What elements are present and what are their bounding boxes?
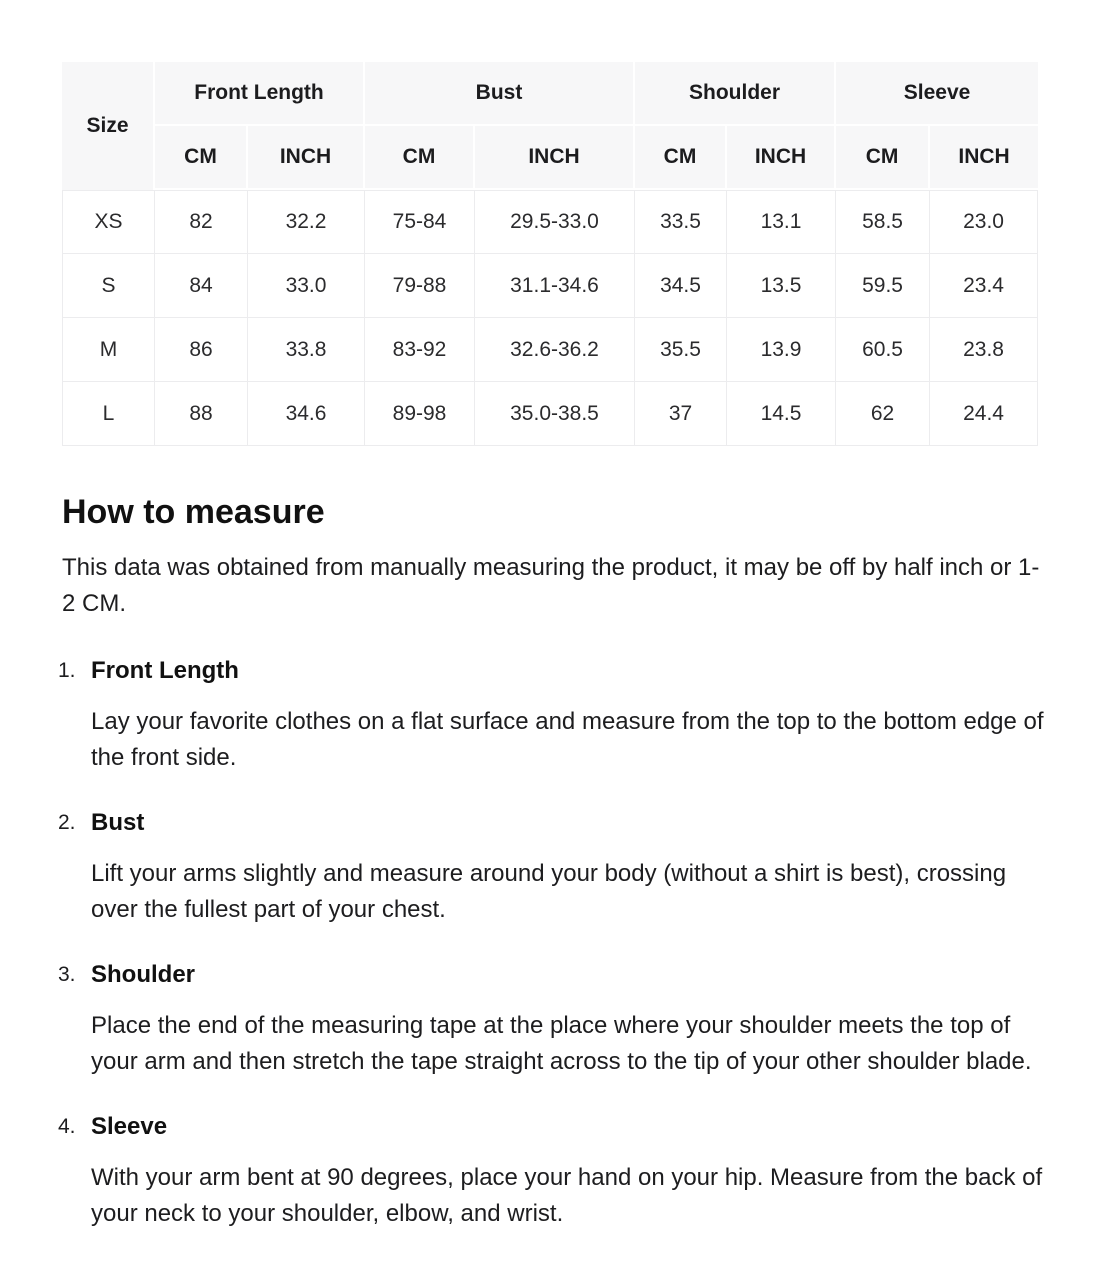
table-row-m [62, 318, 1038, 382]
size-column-header: Size [62, 62, 155, 190]
table-cell: 24.4 [930, 382, 1038, 446]
table-cell: 34.5 [635, 254, 727, 318]
size-cell: XS [62, 190, 155, 254]
table-cell: 88 [155, 382, 248, 446]
step-description: With your arm bent at 90 degrees, place your hand on your hip. Measure from the back of your neck to your shoulder, elbow, and wrist. [91, 1164, 1043, 1227]
table-cell: 34.6 [248, 382, 365, 446]
table-cell: 83-92 [365, 318, 475, 382]
unit-header-bust-cm: CM [365, 126, 475, 190]
unit-header-shoulder-cm: CM [635, 126, 727, 190]
measure-steps-list [58, 654, 1048, 1232]
table-cell: 62 [836, 382, 930, 446]
step-title: Sleeve [91, 1113, 168, 1140]
table-cell: 13.1 [727, 190, 836, 254]
step-description: Lay your favorite clothes on a flat surface and measure from the top to the bottom edge of the front side. [91, 708, 1044, 771]
size-cell: S [62, 254, 155, 318]
step-sleeve [58, 1110, 1048, 1232]
step-number: 1. [58, 659, 76, 682]
table-row-l [62, 382, 1038, 446]
table-cell: 32.6-36.2 [475, 318, 635, 382]
table-cell: 79-88 [365, 254, 475, 318]
table-cell: 37 [635, 382, 727, 446]
step-title: Front Length [91, 657, 239, 684]
table-cell: 31.1-34.6 [475, 254, 635, 318]
table-cell: 75-84 [365, 190, 475, 254]
table-cell: 86 [155, 318, 248, 382]
size-chart-table [62, 62, 1038, 446]
table-cell: 23.0 [930, 190, 1038, 254]
step-body [91, 958, 1048, 1080]
step-body [91, 1110, 1048, 1232]
table-cell: 84 [155, 254, 248, 318]
size-cell: L [62, 382, 155, 446]
unit-header-sleeve-cm: CM [836, 126, 930, 190]
table-cell: 13.9 [727, 318, 836, 382]
step-description: Lift your arms slightly and measure around your body (without a shirt is best), crossing over the fullest part of your chest. [91, 860, 1007, 923]
table-cell: 35.0-38.5 [475, 382, 635, 446]
table-cell: 33.8 [248, 318, 365, 382]
unit-header-sleeve-inch: INCH [930, 126, 1038, 190]
table-cell: 35.5 [635, 318, 727, 382]
step-body [91, 654, 1048, 776]
group-header-bust: Bust [365, 62, 635, 126]
table-cell: 32.2 [248, 190, 365, 254]
table-cell: 33.0 [248, 254, 365, 318]
group-header-shoulder: Shoulder [635, 62, 836, 126]
table-row-xs [62, 190, 1038, 254]
table-cell: 13.5 [727, 254, 836, 318]
step-title: Shoulder [91, 961, 196, 988]
table-cell: 59.5 [836, 254, 930, 318]
step-description: Place the end of the measuring tape at the place where your shoulder meets the top of your arm and then stretch the tape straight across to the tip of your other shoulder blade. [91, 1012, 1032, 1075]
table-cell: 23.4 [930, 254, 1038, 318]
unit-header-front-length-inch: INCH [248, 126, 365, 190]
table-cell: 14.5 [727, 382, 836, 446]
table-unit-header-row [62, 126, 1038, 190]
step-shoulder [58, 958, 1048, 1080]
table-cell: 33.5 [635, 190, 727, 254]
table-row-s [62, 254, 1038, 318]
step-number: 4. [58, 1115, 76, 1138]
table-cell: 29.5-33.0 [475, 190, 635, 254]
group-header-front-length: Front Length [155, 62, 365, 126]
table-cell: 58.5 [836, 190, 930, 254]
measure-disclaimer-text: This data was obtained from manually measuring the product, it may be off by half inch or 1-2 CM. [62, 554, 1040, 617]
table-cell: 60.5 [836, 318, 930, 382]
step-title: Bust [91, 809, 145, 836]
step-body [91, 806, 1048, 928]
table-cell: 82 [155, 190, 248, 254]
step-front-length [58, 654, 1048, 776]
step-bust [58, 806, 1048, 928]
group-header-sleeve: Sleeve [836, 62, 1038, 126]
table-cell: 23.8 [930, 318, 1038, 382]
table-group-header-row [62, 62, 1038, 126]
step-number: 2. [58, 811, 76, 834]
step-number: 3. [58, 963, 76, 986]
how-to-measure-heading: How to measure [62, 493, 325, 531]
unit-header-bust-inch: INCH [475, 126, 635, 190]
size-cell: M [62, 318, 155, 382]
table-cell: 89-98 [365, 382, 475, 446]
unit-header-shoulder-inch: INCH [727, 126, 836, 190]
unit-header-front-length-cm: CM [155, 126, 248, 190]
